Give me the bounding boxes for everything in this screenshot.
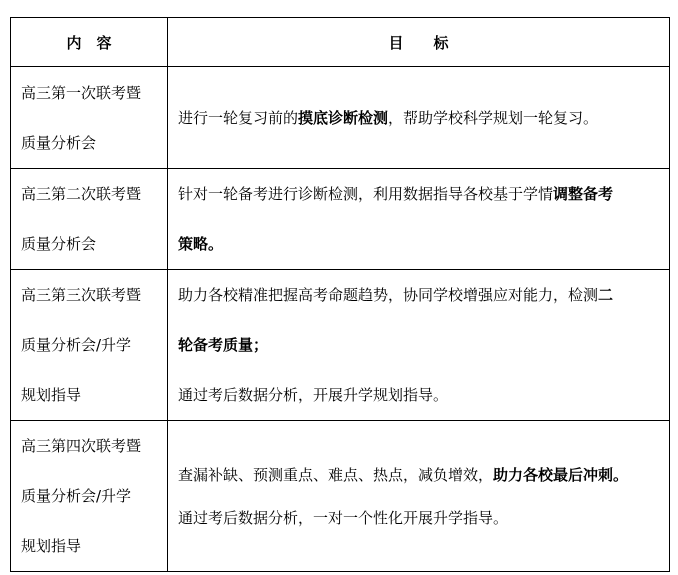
exam-name-line: 规划指导 [21,537,82,555]
goal-text: 针对一轮备考进行诊断检测，利用数据指导各校基于学情调整备考 [178,185,614,203]
goal-text: 查漏补缺、预测重点、难点、热点，减负增效，助力各校最后冲刺。 [178,466,629,484]
goal-cell [168,421,670,572]
header-goal: 目 标 [168,18,670,67]
exam-name-line: 质量分析会/升学 [21,336,132,354]
goal-text: 进行一轮复习前的摸底诊断检测，帮助学校科学规划一轮复习。 [178,109,599,127]
exam-name-line: 高三第四次联考暨 [21,437,142,455]
goal-cell [168,67,670,169]
header-row [11,18,670,67]
goal-table [10,17,670,572]
exam-name-line: 高三第二次联考暨 [21,185,142,203]
goal-text: 助力各校精准把握高考命题趋势，协同学校增强应对能力，检测二 [178,286,614,304]
exam-name-line: 高三第三次联考暨 [21,286,142,304]
table-row [11,169,670,270]
exam-name-line: 质量分析会/升学 [21,487,132,505]
exam-name-cell [11,270,168,421]
goal-text: 通过考后数据分析，开展升学规划指导。 [178,386,449,404]
goal-cell [168,169,670,270]
exam-name-cell [11,67,168,169]
table-row [11,67,670,169]
table-row [11,421,670,572]
goal-text: 轮备考质量； [178,336,269,354]
header-content: 内 容 [11,18,168,67]
exam-name-cell [11,421,168,572]
goal-cell [168,270,670,421]
exam-name-line: 质量分析会 [21,235,97,253]
goal-text: 策略。 [178,235,224,253]
exam-name-cell [11,169,168,270]
table-row [11,270,670,421]
exam-name-line: 质量分析会 [21,133,97,152]
goal-text: 通过考后数据分析，一对一个性化开展升学指导。 [178,509,509,527]
exam-name-line: 规划指导 [21,386,82,404]
exam-name-line: 高三第一次联考暨 [21,83,142,102]
paragraph-gap [178,485,665,507]
